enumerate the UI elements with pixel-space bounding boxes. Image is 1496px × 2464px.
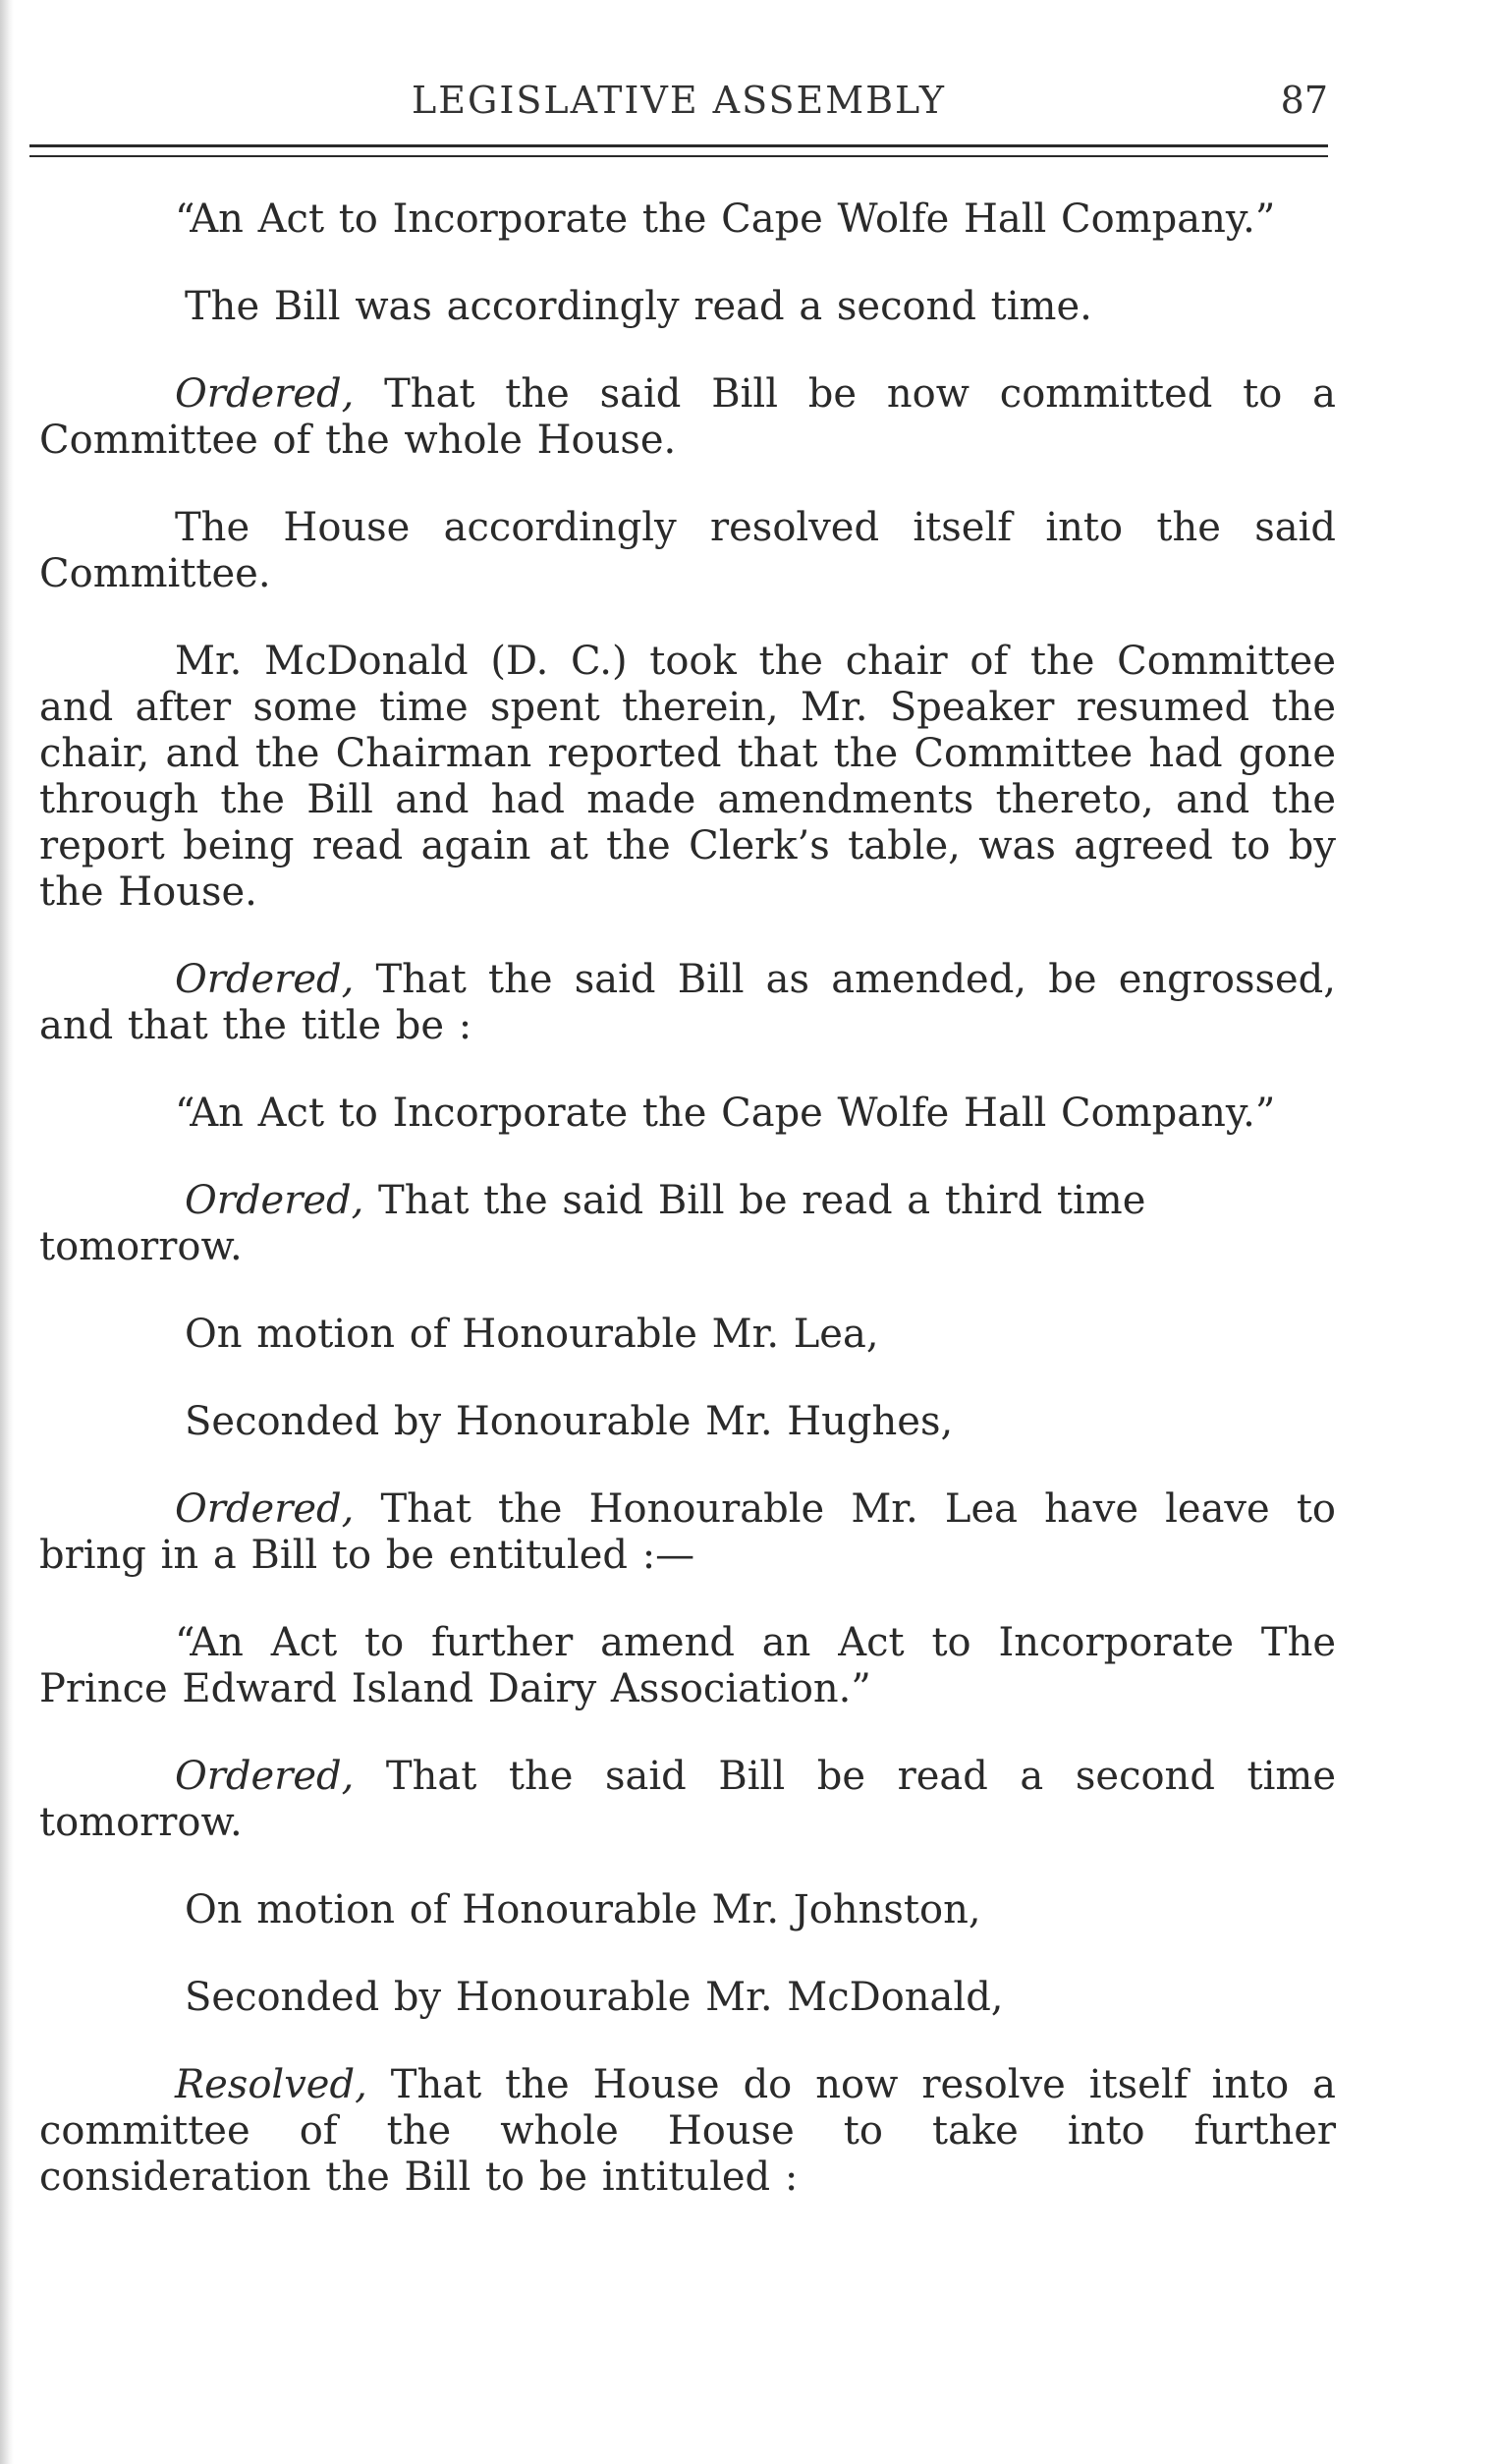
ordered-lead: Ordered, <box>175 957 355 1002</box>
header-rule-top <box>29 144 1328 147</box>
resolved-paragraph <box>39 2062 1336 2201</box>
body-text <box>39 196 1336 2201</box>
paragraph: Mr. McDonald (D. C.) took the chair of the Committee and after some time spent therein, Mr. Speaker resumed the chair, and the Chairman reported that the Committee had gone through the Bill and had made amendments thereto, and the report being read again at the Clerk’s table, was agreed to by the House. <box>39 639 1336 915</box>
header-rule-bottom <box>29 155 1328 157</box>
bill-title-paragraph: “An Act to Incorporate the Cape Wolfe Hall Company.” <box>175 1091 1276 1136</box>
page-header <box>29 79 1328 128</box>
order-paragraph <box>39 1178 1336 1270</box>
motion-line: On motion of Honourable Mr. Johnston, <box>185 1887 981 1932</box>
seconded-line: Seconded by Honourable Mr. McDonald, <box>185 1975 1004 2020</box>
bill-title-paragraph: “An Act to further amend an Act to Incorporate The Prince Edward Island Dairy Association.” <box>39 1620 1336 1711</box>
page-number: 87 <box>1280 79 1328 122</box>
ordered-lead: Ordered, <box>175 1486 355 1532</box>
paragraph-text: That the Honourable Mr. Lea have leave to bring in a Bill to be entituled :— <box>39 1486 1336 1578</box>
paragraph-text: That the House do now resolve itself into a committee of the whole House to take into further consideration the Bill to be intituled : <box>39 2062 1336 2200</box>
paragraph: The House accordingly resolved itself into the said Committee. <box>39 505 1336 596</box>
page-edge-shadow <box>0 0 14 2464</box>
bill-title-paragraph: “An Act to Incorporate the Cape Wolfe Hall Company.” <box>175 196 1276 242</box>
ordered-lead: Ordered, <box>175 371 355 417</box>
paragraph-text: That the said Bill be now committed to a Committee of the whole House. <box>39 371 1336 463</box>
ordered-lead: Ordered, <box>185 1178 364 1223</box>
paragraph-text: That the said Bill be read a third time tomorrow. <box>39 1178 1146 1269</box>
seconded-line: Seconded by Honourable Mr. Hughes, <box>185 1399 954 1444</box>
order-paragraph <box>39 1754 1336 1846</box>
paragraph: The Bill was accordingly read a second time. <box>185 284 1092 329</box>
order-paragraph <box>39 957 1336 1049</box>
paragraph-text: That the said Bill be read a second time tomorrow. <box>39 1754 1336 1845</box>
motion-line: On motion of Honourable Mr. Lea, <box>185 1312 879 1357</box>
order-paragraph <box>39 1486 1336 1579</box>
resolved-lead: Resolved, <box>175 2062 367 2107</box>
order-paragraph <box>39 371 1336 464</box>
running-head: LEGISLATIVE ASSEMBLY <box>412 79 946 122</box>
paragraph-text: That the said Bill as amended, be engrossed, and that the title be : <box>39 957 1336 1048</box>
ordered-lead: Ordered, <box>175 1754 355 1799</box>
